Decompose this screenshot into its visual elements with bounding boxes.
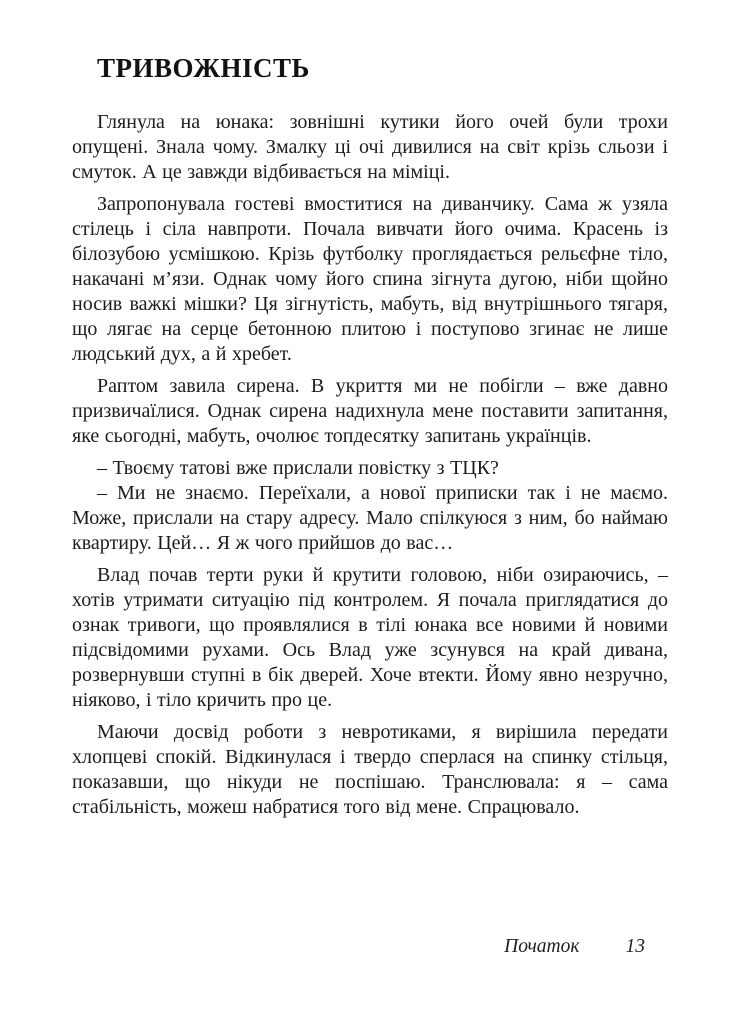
dialog-line-2: – Ми не знаємо. Переїхали, а нової приписки так і не маємо. Може, прислали на стару адресу. Мало спілкуюся з ним, бо наймаю квартиру. Цей… Я ж чого прийшов до вас… <box>72 482 668 554</box>
dialog-line-1: – Твоєму татові вже прислали повістку з ТЦК? <box>97 457 499 479</box>
paragraph-7: Маючи досвід роботи з невротиками, я вирішила передати хлопцеві спокій. Відкинулася і твердо сперлася на спинку стільця, показавши, що нікуди не поспішаю. Транслювала: я – сама стабільність, можеш набратися того від мене. Спрацювало. <box>72 721 668 818</box>
chapter-title: ТРИВОЖНІСТЬ <box>97 53 310 83</box>
footer-section-label: Початок <box>504 936 580 957</box>
paragraph-2: Запропонувала гостеві вмоститися на диванчику. Сама ж узяла стілець і сіла навпроти. Почала вивчати його очима. Красень із білозубою усмішкою. Крізь футболку проглядається рельєфне тіло, накачані м’язи. Однак чому його спина зігнута дугою, ніби щойно носив важкі мішки? Ця зігнутість, мабуть, від внутрішнього тягаря, що лягає на серце бетонною плитою і поступово згинає не лише людський дух, а й хребет. <box>72 193 668 365</box>
paragraph-6: Влад почав терти руки й крутити головою, ніби озираючись, – хотів утримати ситуацію під контролем. Я почала приглядатися до ознак тривоги, що проявлялися в тілі юнака все новими й новими підсвідомими рухами. Ось Влад уже зсунувся на край дивана, розвернувши ступні в бік дверей. Хоче втекти. Йому явно незручно, ніяково, і тіло кричить про це. <box>72 564 668 711</box>
paragraph-3: Раптом завила сирена. В укриття ми не побігли – вже давно призвичаїлися. Однак сирена надихнула мене поставити запитання, яке сьогодні, мабуть, очолює топдесятку запитань українців. <box>72 375 668 447</box>
page-number: 13 <box>625 936 645 957</box>
paragraph-1: Глянула на юнака: зовнішні кутики його очей були трохи опущені. Знала чому. Змалку ці очі дивилися на світ крізь сльози і смуток. А це завжди відбивається на міміці. <box>72 111 668 183</box>
running-footer <box>72 936 645 958</box>
